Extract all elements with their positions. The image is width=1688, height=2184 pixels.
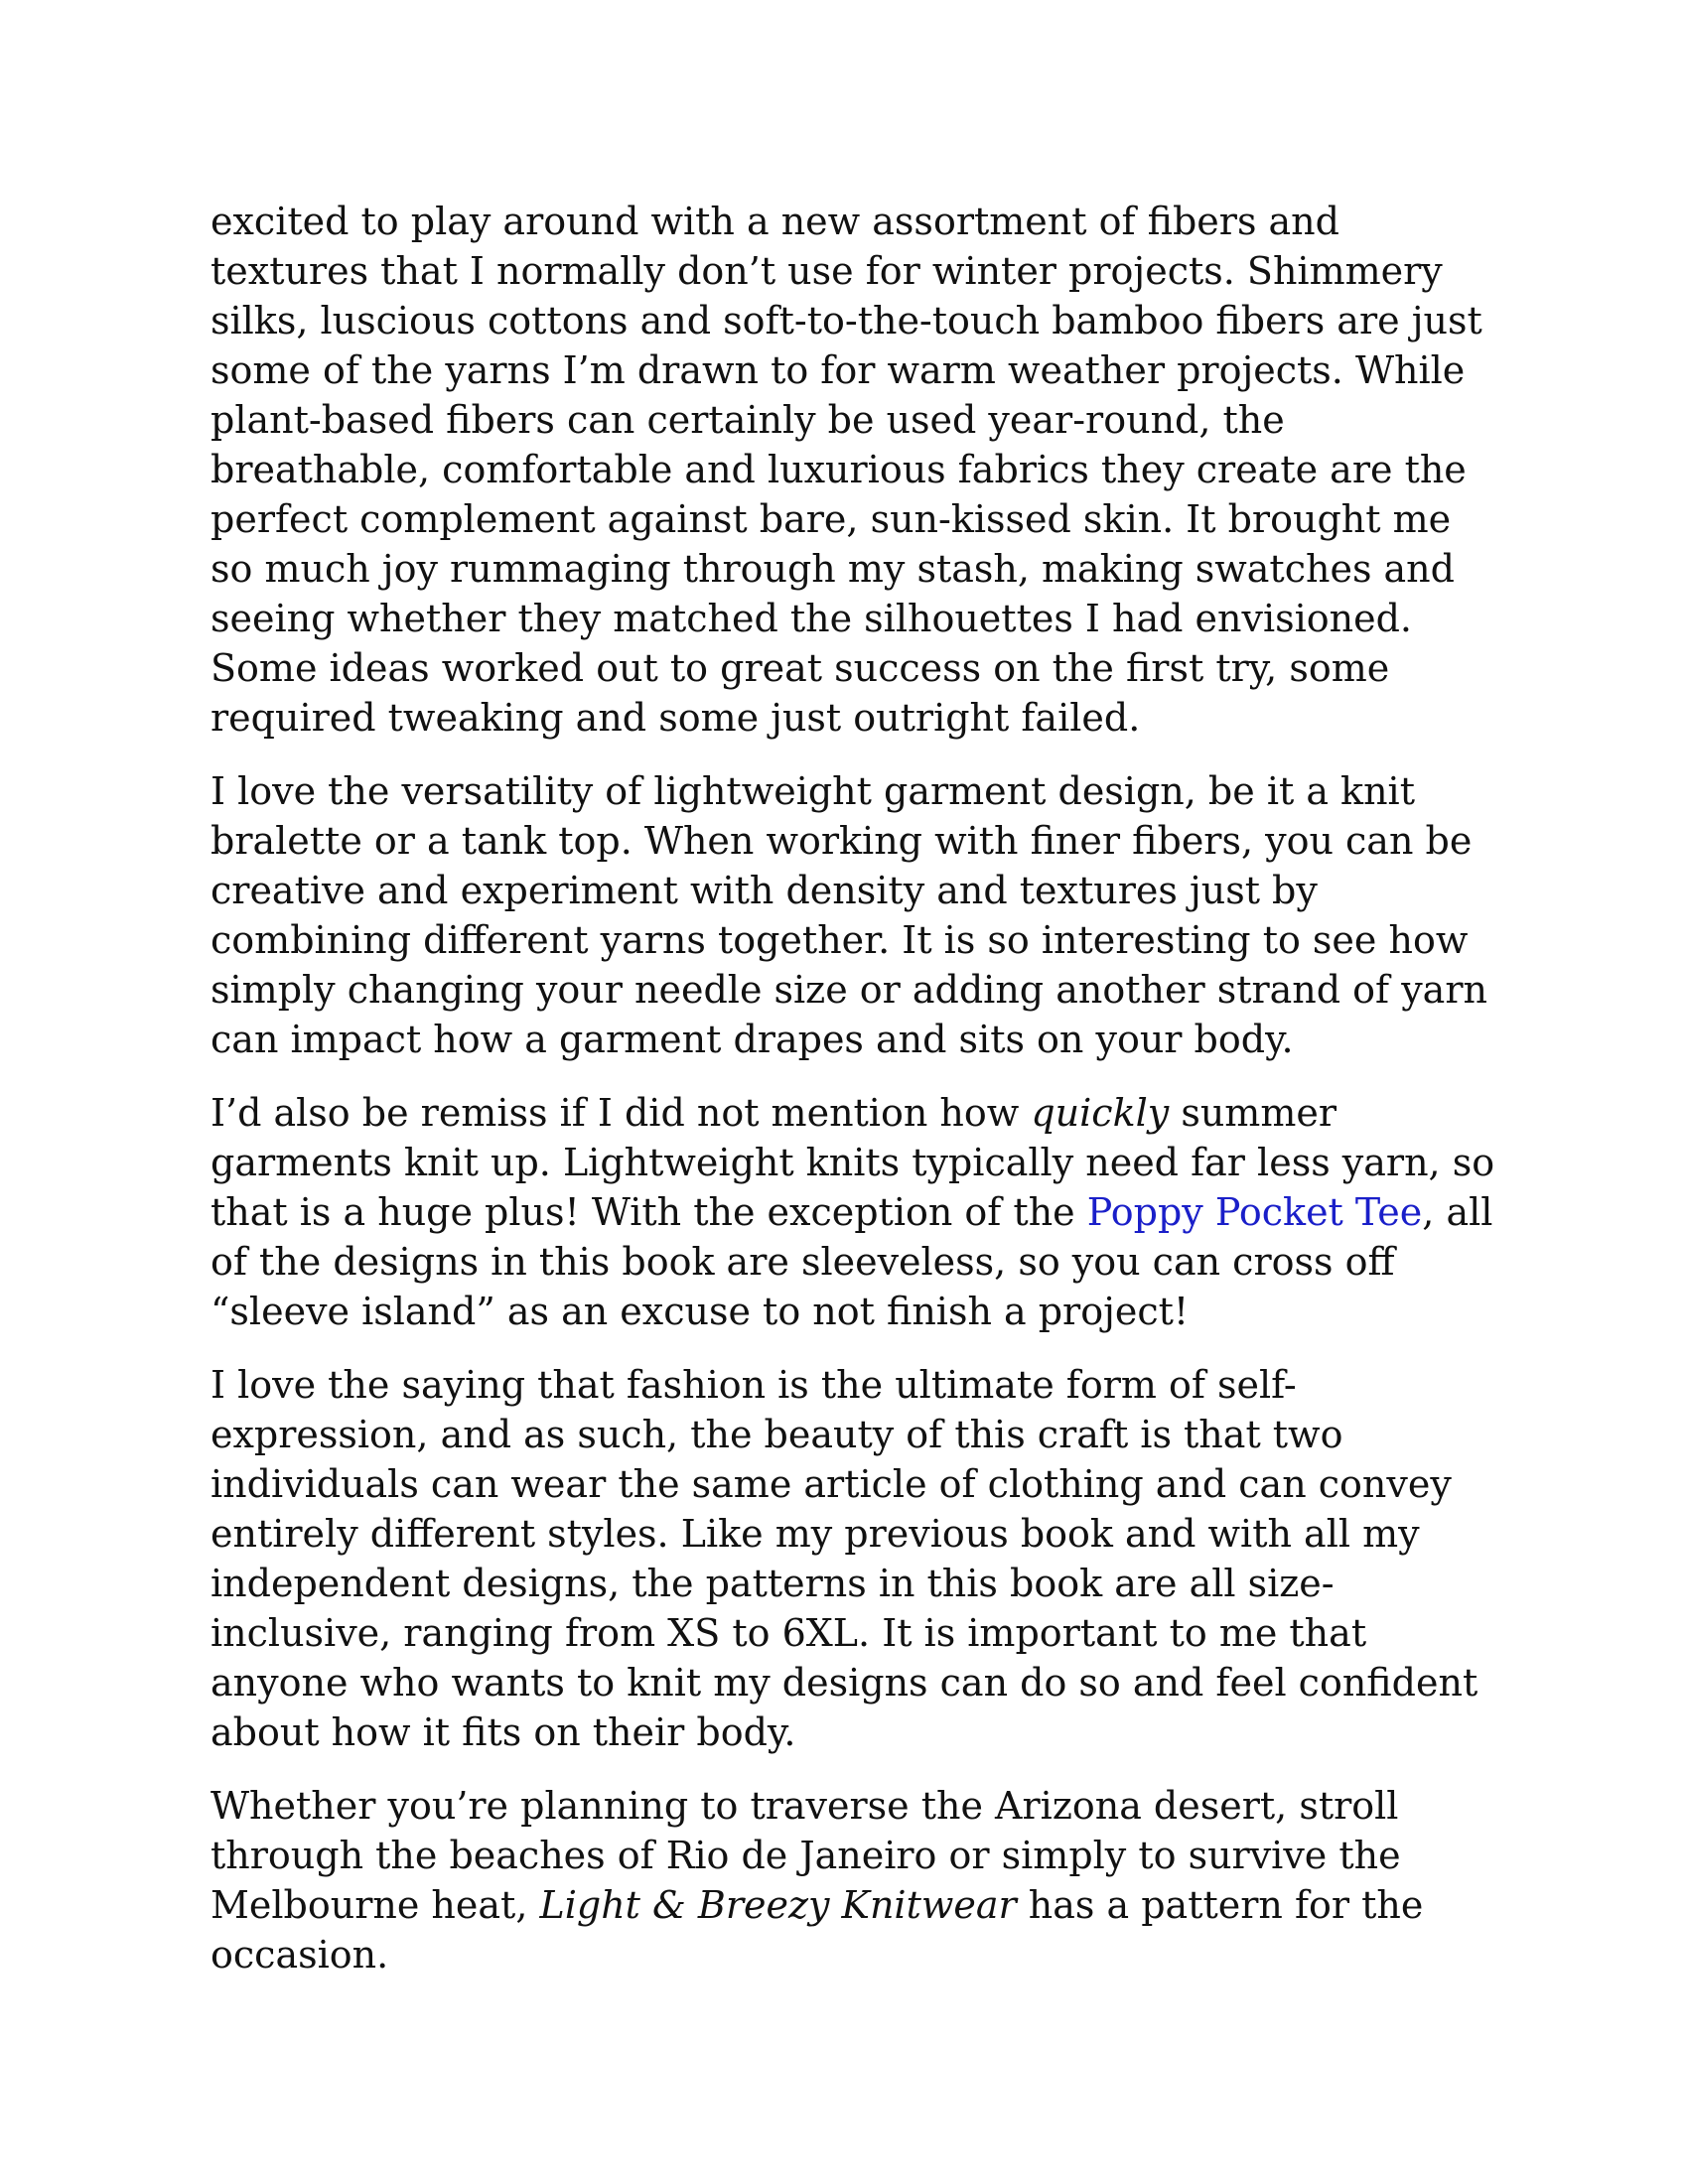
poppy-pocket-tee-link[interactable]: Poppy Pocket Tee: [1086, 1190, 1423, 1234]
paragraph-text: excited to play around with a new assortment of fibers and textures that I normally don’t use for winter projects. Shimmery silks, luscious cottons and soft-to-the-touch bamboo fibers are just some of the yarns I’m drawn to for warm weather projects. While plant-based fibers can certainly be used year-round, the breathable, comfortable and luxurious fabrics they create are the perfect complement against bare, sun-kissed skin. It brought me so much joy rummaging through my stash, making swatches and seeing whether they matched the silhouettes I had envisioned. Some ideas worked out to great success on the first try, some required tweaking and some just outright failed.: [211, 200, 1482, 740]
paragraph-text: Whether you’re planning to traverse the Arizona desert, stroll through the beaches of Rio de Janeiro or simply to survive the Melbourne heat,: [211, 1784, 1401, 1927]
paragraph-text: I’d also be remiss if I did not mention how: [211, 1091, 1032, 1135]
paragraph-text: , all of the designs in this book are sleeveless, so you can cross off “sleeve island” as an excuse to not finish a project!: [211, 1190, 1493, 1333]
paragraph-text: I love the versatility of lightweight garment design, be it a knit bralette or a tank top. When working with finer fibers, you can be creative and experiment with density and textures just by combining different yarns together. It is so interesting to see how simply changing your needle size or adding another strand of yarn can impact how a garment drapes and sits on your body.: [211, 769, 1487, 1061]
paragraph-quick-knits: [211, 1088, 1501, 1336]
document-page: [211, 197, 1501, 2003]
book-title-italic: Light & Breezy Knitwear: [539, 1883, 1017, 1927]
paragraph-size-inclusive: [211, 1360, 1501, 1757]
paragraph-summer-fibers: [211, 197, 1501, 743]
paragraph-text: summer garments knit up. Lightweight knits typically need far less yarn, so that is a huge plus! With the exception of the: [211, 1091, 1495, 1234]
emphasis-quickly: quickly: [1031, 1091, 1170, 1135]
paragraph-closing: [211, 1781, 1501, 1979]
paragraph-text: has a pattern for the occasion.: [211, 1883, 1424, 1977]
paragraph-text: I love the saying that fashion is the ultimate form of self-expression, and as such, the beauty of this craft is that two individuals can wear the same article of clothing and can convey entirely different styles. Like my previous book and with all my independent designs, the patterns in this book are all size-inclusive, ranging from XS to 6XL. It is important to me that anyone who wants to knit my designs can do so and feel confident about how it fits on their body.: [211, 1363, 1478, 1754]
paragraph-lightweight-design: [211, 766, 1501, 1064]
